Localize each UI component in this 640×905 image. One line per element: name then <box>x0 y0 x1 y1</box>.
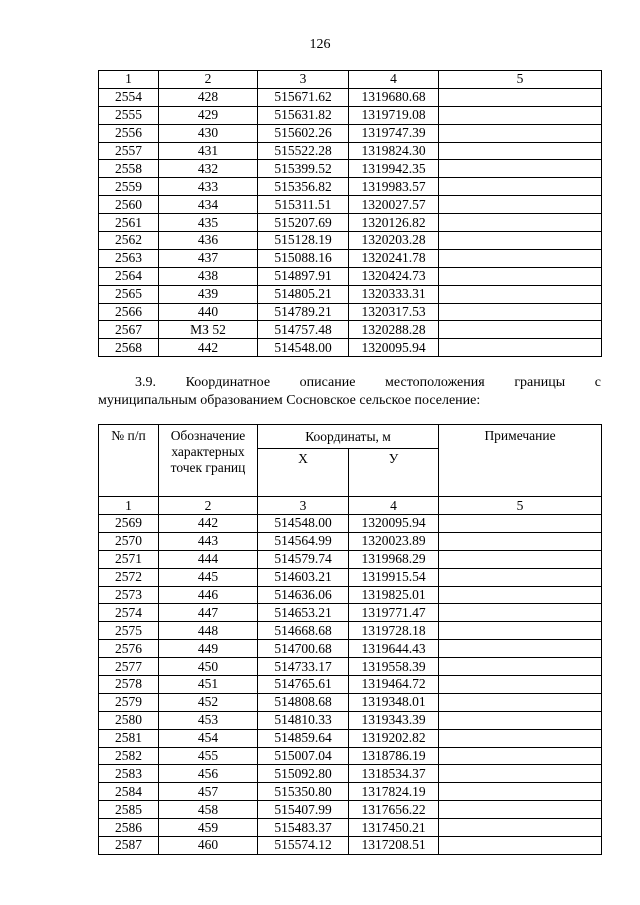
table-row <box>99 106 602 124</box>
cell-point-number: 2573 <box>99 586 159 604</box>
column-number: 4 <box>349 71 439 89</box>
header-coordinates: Координаты, м <box>258 425 439 449</box>
cell-y: 1318786.19 <box>349 747 439 765</box>
cell-y: 1320288.28 <box>349 321 439 339</box>
cell-point-number: 2575 <box>99 622 159 640</box>
cell-point-number: 2557 <box>99 142 159 160</box>
table-row <box>99 196 602 214</box>
cell-x: 515128.19 <box>258 232 349 250</box>
column-number: 5 <box>439 497 602 515</box>
table-row <box>99 285 602 303</box>
cell-point-designation: 430 <box>159 124 258 142</box>
column-number: 1 <box>99 497 159 515</box>
cell-x: 514810.33 <box>258 711 349 729</box>
page-number: 126 <box>309 37 331 52</box>
cell-point-designation: 455 <box>159 747 258 765</box>
cell-x: 515311.51 <box>258 196 349 214</box>
cell-point-designation: 459 <box>159 819 258 837</box>
cell-x: 514636.06 <box>258 586 349 604</box>
cell-y: 1320241.78 <box>349 249 439 267</box>
table-row <box>99 267 602 285</box>
cell-point-number: 2572 <box>99 568 159 586</box>
table-row <box>99 819 602 837</box>
cell-y: 1318534.37 <box>349 765 439 783</box>
cell-note <box>439 783 602 801</box>
cell-point-number: 2568 <box>99 339 159 357</box>
cell-point-number: 2566 <box>99 303 159 321</box>
cell-y: 1319348.01 <box>349 693 439 711</box>
cell-point-number: 2554 <box>99 88 159 106</box>
cell-x: 515602.26 <box>258 124 349 142</box>
cell-x: 514805.21 <box>258 285 349 303</box>
cell-point-designation: 445 <box>159 568 258 586</box>
cell-point-number: 2578 <box>99 676 159 694</box>
table-row <box>99 124 602 142</box>
header-designation: Обозначение характерных точек границ <box>159 425 258 497</box>
cell-x: 514548.00 <box>258 339 349 357</box>
cell-y: 1319825.01 <box>349 586 439 604</box>
table-row <box>99 783 602 801</box>
column-number-row <box>99 71 602 89</box>
table-row <box>99 160 602 178</box>
cell-point-designation: 454 <box>159 729 258 747</box>
cell-x: 515088.16 <box>258 249 349 267</box>
table-row <box>99 658 602 676</box>
table-row <box>99 178 602 196</box>
cell-note <box>439 693 602 711</box>
cell-y: 1319719.08 <box>349 106 439 124</box>
cell-y: 1319644.43 <box>349 640 439 658</box>
cell-note <box>439 106 602 124</box>
cell-y: 1319747.39 <box>349 124 439 142</box>
cell-note <box>439 622 602 640</box>
cell-note <box>439 837 602 855</box>
cell-point-number: 2562 <box>99 232 159 250</box>
cell-point-designation: 443 <box>159 532 258 550</box>
cell-x: 514808.68 <box>258 693 349 711</box>
cell-point-number: 2582 <box>99 747 159 765</box>
table-row <box>99 837 602 855</box>
cell-note <box>439 747 602 765</box>
cell-x: 515407.99 <box>258 801 349 819</box>
table-row <box>99 765 602 783</box>
cell-point-number: 2565 <box>99 285 159 303</box>
column-number: 2 <box>159 497 258 515</box>
cell-y: 1319968.29 <box>349 550 439 568</box>
cell-point-number: 2586 <box>99 819 159 837</box>
cell-y: 1319824.30 <box>349 142 439 160</box>
cell-note <box>439 676 602 694</box>
cell-point-designation: 456 <box>159 765 258 783</box>
cell-y: 1319983.57 <box>349 178 439 196</box>
cell-point-designation: 428 <box>159 88 258 106</box>
cell-point-number: 2563 <box>99 249 159 267</box>
cell-point-designation: 448 <box>159 622 258 640</box>
cell-note <box>439 160 602 178</box>
table-row <box>99 604 602 622</box>
column-number: 3 <box>258 71 349 89</box>
table-row <box>99 249 602 267</box>
cell-x: 514668.68 <box>258 622 349 640</box>
table-row <box>99 550 602 568</box>
table-row <box>99 303 602 321</box>
table-row <box>99 676 602 694</box>
cell-y: 1319558.39 <box>349 658 439 676</box>
cell-point-designation: 433 <box>159 178 258 196</box>
cell-note <box>439 765 602 783</box>
cell-point-designation: 431 <box>159 142 258 160</box>
cell-point-designation: 450 <box>159 658 258 676</box>
cell-note <box>439 124 602 142</box>
cell-x: 514579.74 <box>258 550 349 568</box>
cell-point-number: 2567 <box>99 321 159 339</box>
cell-x: 515574.12 <box>258 837 349 855</box>
table-row <box>99 214 602 232</box>
cell-point-number: 2561 <box>99 214 159 232</box>
cell-x: 514757.48 <box>258 321 349 339</box>
cell-note <box>439 801 602 819</box>
table-row <box>99 142 602 160</box>
cell-x: 514564.99 <box>258 532 349 550</box>
cell-point-designation: 442 <box>159 515 258 533</box>
cell-point-designation: 452 <box>159 693 258 711</box>
cell-note <box>439 267 602 285</box>
cell-y: 1320424.73 <box>349 267 439 285</box>
cell-note <box>439 196 602 214</box>
table-row <box>99 711 602 729</box>
cell-point-designation: 432 <box>159 160 258 178</box>
cell-x: 515356.82 <box>258 178 349 196</box>
cell-point-number: 2558 <box>99 160 159 178</box>
cell-point-designation: 435 <box>159 214 258 232</box>
cell-note <box>439 339 602 357</box>
cell-note <box>439 532 602 550</box>
cell-note <box>439 142 602 160</box>
cell-y: 1317656.22 <box>349 801 439 819</box>
cell-point-number: 2584 <box>99 783 159 801</box>
table-row <box>99 568 602 586</box>
cell-y: 1317208.51 <box>349 837 439 855</box>
cell-x: 514789.21 <box>258 303 349 321</box>
cell-point-designation: 444 <box>159 550 258 568</box>
cell-point-number: 2569 <box>99 515 159 533</box>
cell-note <box>439 729 602 747</box>
cell-x: 515350.80 <box>258 783 349 801</box>
cell-point-number: 2571 <box>99 550 159 568</box>
cell-y: 1320333.31 <box>349 285 439 303</box>
cell-note <box>439 604 602 622</box>
coordinates-table-continued <box>98 70 602 357</box>
cell-point-number: 2559 <box>99 178 159 196</box>
cell-y: 1320023.89 <box>349 532 439 550</box>
cell-x: 515671.62 <box>258 88 349 106</box>
cell-x: 515207.69 <box>258 214 349 232</box>
cell-point-designation: 457 <box>159 783 258 801</box>
cell-x: 515007.04 <box>258 747 349 765</box>
cell-point-number: 2560 <box>99 196 159 214</box>
column-number-row <box>99 497 602 515</box>
cell-y: 1319680.68 <box>349 88 439 106</box>
cell-note <box>439 88 602 106</box>
cell-y: 1319915.54 <box>349 568 439 586</box>
cell-y: 1320126.82 <box>349 214 439 232</box>
cell-x: 515483.37 <box>258 819 349 837</box>
cell-x: 515522.28 <box>258 142 349 160</box>
cell-y: 1319728.18 <box>349 622 439 640</box>
table-row <box>99 622 602 640</box>
table-row <box>99 693 602 711</box>
cell-note <box>439 550 602 568</box>
cell-y: 1319942.35 <box>349 160 439 178</box>
cell-x: 514700.68 <box>258 640 349 658</box>
column-number: 4 <box>349 497 439 515</box>
coordinates-table <box>98 424 602 855</box>
column-number: 3 <box>258 497 349 515</box>
header-num: № п/п <box>99 425 159 497</box>
cell-x: 514653.21 <box>258 604 349 622</box>
cell-y: 1319771.47 <box>349 604 439 622</box>
cell-point-designation: 460 <box>159 837 258 855</box>
cell-note <box>439 586 602 604</box>
cell-y: 1320095.94 <box>349 339 439 357</box>
cell-note <box>439 214 602 232</box>
cell-note <box>439 640 602 658</box>
table-row <box>99 515 602 533</box>
cell-x: 515631.82 <box>258 106 349 124</box>
cell-x: 514733.17 <box>258 658 349 676</box>
cell-point-number: 2577 <box>99 658 159 676</box>
cell-note <box>439 819 602 837</box>
cell-note <box>439 658 602 676</box>
cell-y: 1317450.21 <box>349 819 439 837</box>
cell-point-number: 2579 <box>99 693 159 711</box>
table-row <box>99 339 602 357</box>
cell-point-designation: 436 <box>159 232 258 250</box>
cell-y: 1319202.82 <box>349 729 439 747</box>
cell-note <box>439 303 602 321</box>
cell-y: 1320027.57 <box>349 196 439 214</box>
cell-note <box>439 321 602 339</box>
cell-point-designation: 447 <box>159 604 258 622</box>
cell-point-designation: 453 <box>159 711 258 729</box>
section-heading-line-1: 3.9. Координатное описание местоположения границы с <box>135 375 601 390</box>
table-row <box>99 532 602 550</box>
cell-x: 514765.61 <box>258 676 349 694</box>
cell-y: 1320203.28 <box>349 232 439 250</box>
table-row <box>99 729 602 747</box>
table-row <box>99 747 602 765</box>
cell-point-number: 2587 <box>99 837 159 855</box>
table-row <box>99 586 602 604</box>
cell-point-designation: 449 <box>159 640 258 658</box>
cell-point-designation: 440 <box>159 303 258 321</box>
column-number: 5 <box>439 71 602 89</box>
cell-y: 1319343.39 <box>349 711 439 729</box>
cell-point-designation: 451 <box>159 676 258 694</box>
cell-note <box>439 232 602 250</box>
header-note: Примечание <box>439 425 602 497</box>
cell-note <box>439 568 602 586</box>
cell-note <box>439 711 602 729</box>
header-x: X <box>258 449 349 497</box>
cell-note <box>439 178 602 196</box>
cell-point-number: 2581 <box>99 729 159 747</box>
table-row <box>99 640 602 658</box>
cell-point-number: 2556 <box>99 124 159 142</box>
section-heading-line-2: муниципальным образованием Сосновское сельское поселение: <box>98 393 481 408</box>
cell-point-designation: 434 <box>159 196 258 214</box>
cell-point-designation: 429 <box>159 106 258 124</box>
cell-x: 514548.00 <box>258 515 349 533</box>
column-number: 2 <box>159 71 258 89</box>
cell-y: 1320095.94 <box>349 515 439 533</box>
cell-point-designation: 438 <box>159 267 258 285</box>
cell-note <box>439 249 602 267</box>
table-row <box>99 321 602 339</box>
cell-point-designation: МЗ 52 <box>159 321 258 339</box>
cell-point-designation: 446 <box>159 586 258 604</box>
table-row <box>99 88 602 106</box>
cell-x: 514859.64 <box>258 729 349 747</box>
cell-point-number: 2580 <box>99 711 159 729</box>
cell-note <box>439 515 602 533</box>
cell-x: 515092.80 <box>258 765 349 783</box>
cell-point-number: 2574 <box>99 604 159 622</box>
cell-point-number: 2564 <box>99 267 159 285</box>
cell-point-designation: 442 <box>159 339 258 357</box>
header-y: У <box>349 449 439 497</box>
cell-point-designation: 458 <box>159 801 258 819</box>
table-row <box>99 232 602 250</box>
cell-note <box>439 285 602 303</box>
cell-point-number: 2585 <box>99 801 159 819</box>
cell-y: 1317824.19 <box>349 783 439 801</box>
header-row <box>99 425 602 449</box>
cell-x: 515399.52 <box>258 160 349 178</box>
cell-point-designation: 437 <box>159 249 258 267</box>
cell-point-number: 2570 <box>99 532 159 550</box>
table-row <box>99 801 602 819</box>
cell-x: 514897.91 <box>258 267 349 285</box>
cell-point-designation: 439 <box>159 285 258 303</box>
cell-y: 1319464.72 <box>349 676 439 694</box>
cell-x: 514603.21 <box>258 568 349 586</box>
cell-point-number: 2555 <box>99 106 159 124</box>
cell-y: 1320317.53 <box>349 303 439 321</box>
column-number: 1 <box>99 71 159 89</box>
cell-point-number: 2583 <box>99 765 159 783</box>
cell-point-number: 2576 <box>99 640 159 658</box>
